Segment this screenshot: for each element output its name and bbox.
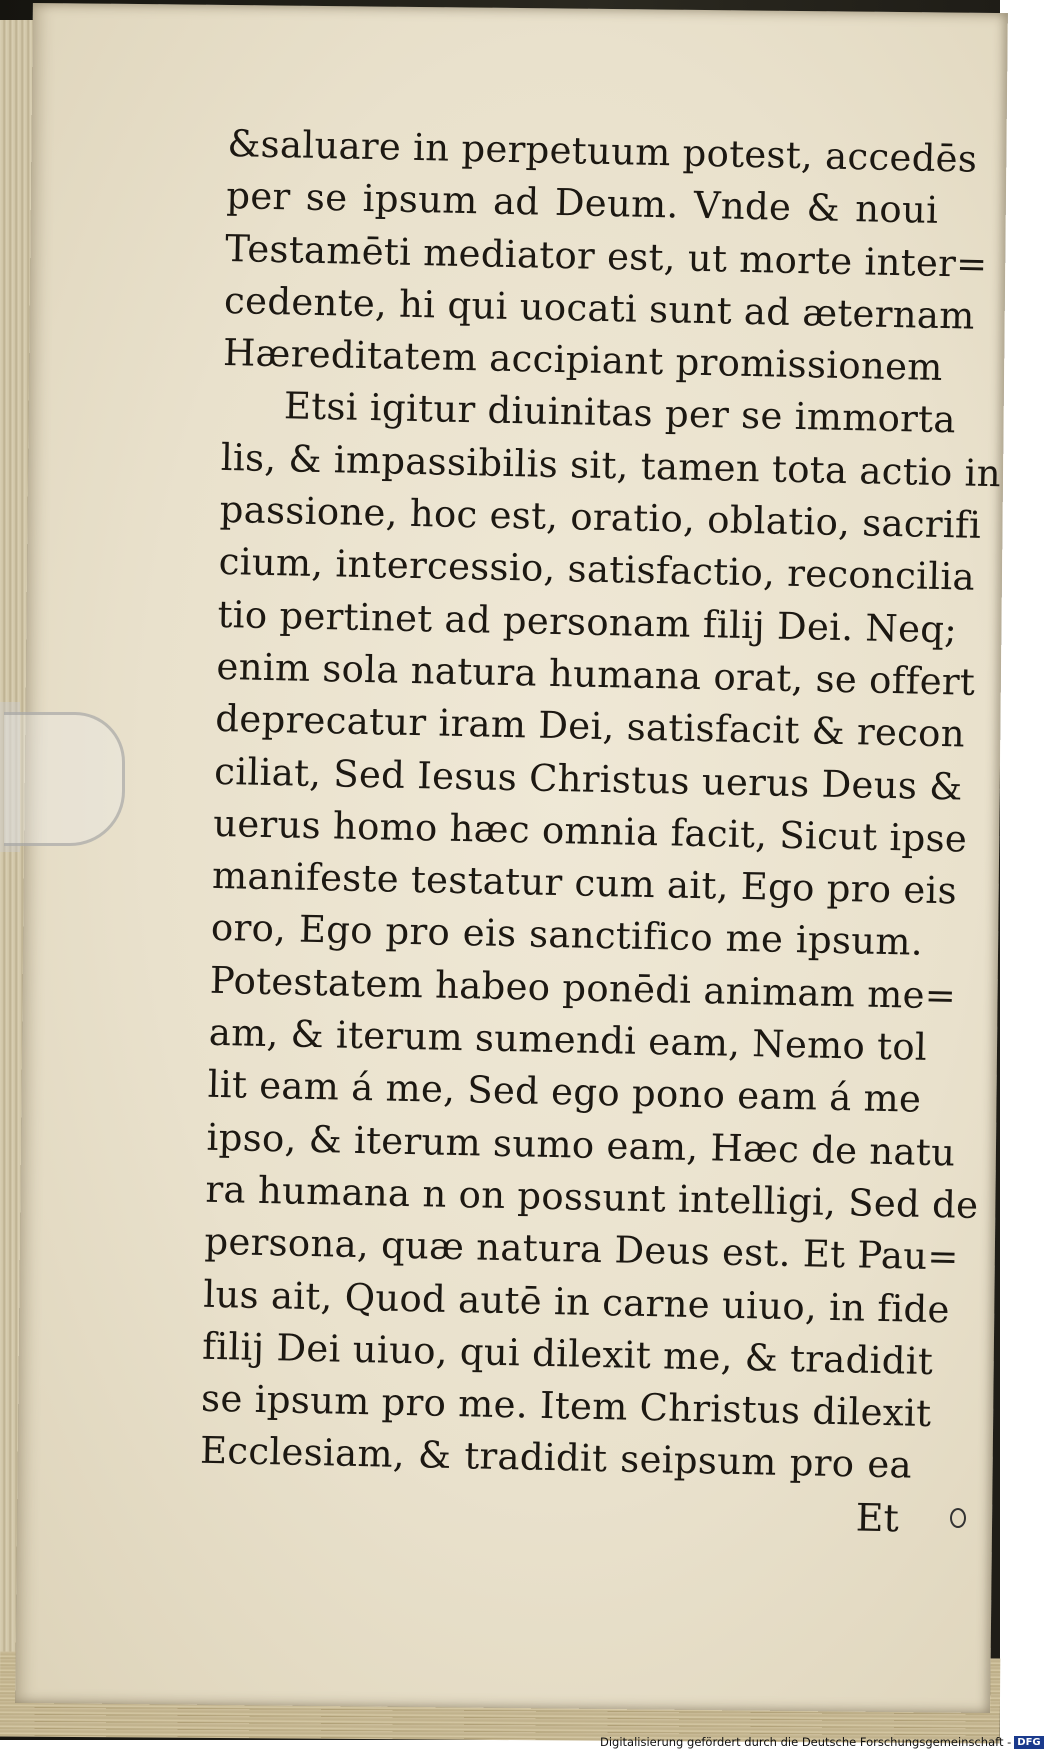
text-line: ipso, & iterum sumo eam, Hæc de natu: [206, 1115, 956, 1175]
text-line: se ipsum pro me. Item Christus dilexit: [200, 1376, 932, 1436]
text-line: manifeste testatur cum ait, Ego pro eis: [211, 853, 958, 913]
text-line: &saluare in perpetuum potest, accedēs: [227, 121, 978, 181]
text-line: passione, hoc est, oratio, oblatio, sacrifi: [219, 487, 982, 547]
text-line: ra humana n on possunt intelligi, Sed de: [205, 1167, 979, 1227]
digitization-credit: [600, 1734, 1041, 1751]
text-line: persona, quæ natura Deus est. Et Pau=: [204, 1219, 960, 1279]
text-line: per se ipsum ad Deum. Vnde & noui: [225, 174, 939, 233]
text-line: oro, Ego pro eis sanctifico me ipsum.: [210, 906, 924, 965]
text-line: filij Dei uiuo, qui dilexit me, & tradidit: [201, 1324, 934, 1383]
text-line: cedente, hi qui uocati sunt ad æternam: [223, 278, 976, 338]
page-text: [198, 118, 1002, 1545]
text-line: tio pertinet ad personam filij Dei. Neq;: [217, 592, 958, 652]
text-line: deprecatur iram Dei, satisfacit & recon: [214, 697, 966, 756]
text-line: enim sola natura humana orat, se offert: [216, 644, 976, 704]
text-line: ciliat, Sed Iesus Christus uerus Deus &: [213, 749, 963, 809]
text-line: Testamēti mediator est, ut morte inter=: [224, 226, 988, 286]
text-line: Etsi igitur diuinitas per se immorta: [283, 384, 957, 442]
text-line: Potestatem habeo ponēdi animam me=: [209, 958, 957, 1018]
credit-text: Digitalisierung gefördert durch die Deutsche Forschungsgemeinschaft -: [600, 1735, 1012, 1749]
text-line: Hæreditatem accipiant promissionem: [222, 331, 944, 390]
text-line: lit eam á me, Sed ego pono eam á me: [207, 1063, 922, 1122]
text-line: lus ait, Quod autē in carne uiuo, in fide: [202, 1272, 951, 1331]
page-clip: [4, 712, 125, 846]
text-line: cium, intercessio, satisfactio, reconcilia: [218, 540, 976, 600]
text-line: uerus homo hæc omnia facit, Sicut ipse: [212, 801, 968, 861]
page-mark: [950, 1508, 966, 1528]
dfg-logo: DFG: [1014, 1736, 1043, 1749]
text-line: lis, & impassibilis sit, tamen tota actio in: [220, 435, 1002, 496]
text-line: am, & iterum sumendi eam, Nemo tol: [208, 1010, 928, 1069]
text-line: Ecclesiam, & tradidit seipsum pro ea: [199, 1429, 913, 1488]
catchword: Et: [855, 1495, 900, 1541]
